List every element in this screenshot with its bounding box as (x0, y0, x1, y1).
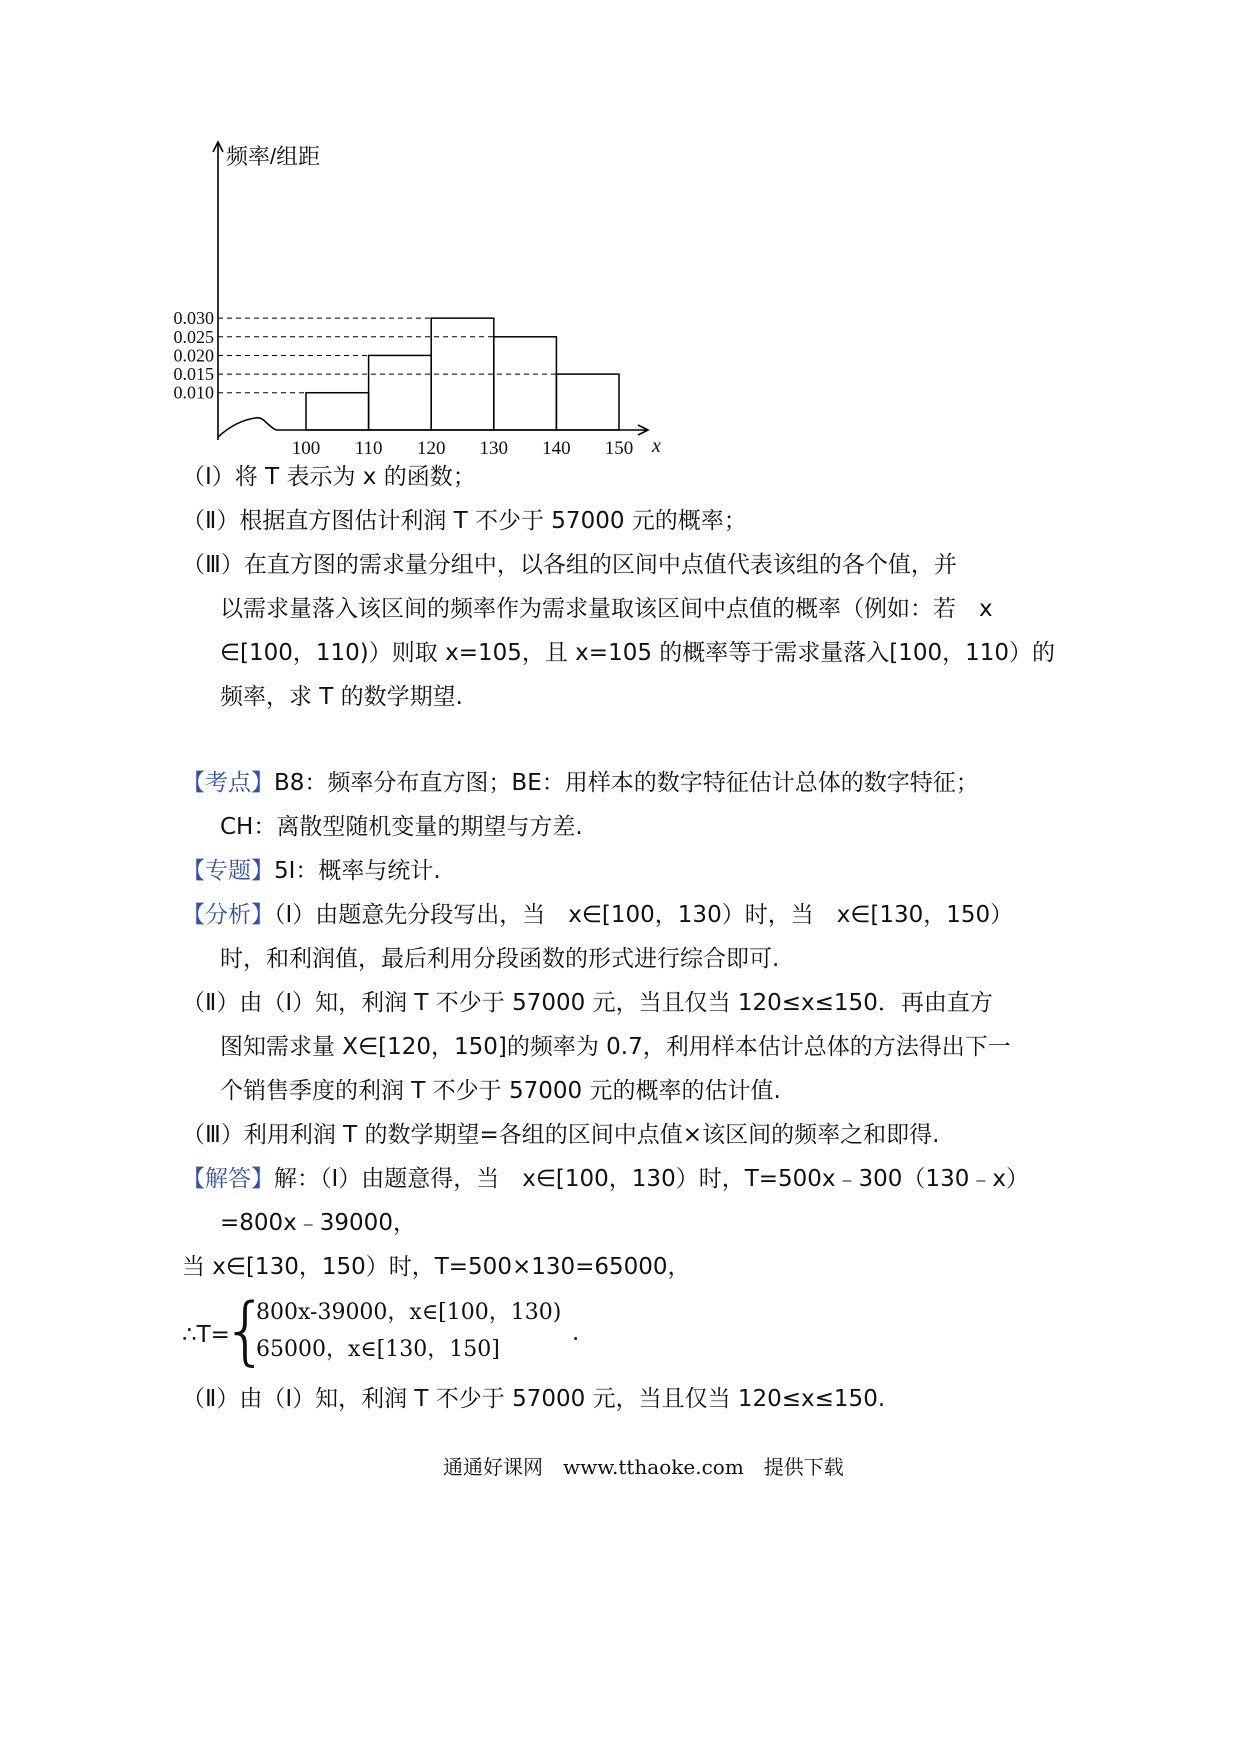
fenxi-line-3: （Ⅱ）由（Ⅰ）知，利润 T 不少于 57000 元，当且仅当 120≤x≤150．再由直方 (182, 990, 993, 1016)
kaodian-line-2: CH：离散型随机变量的期望与方差. (220, 814, 583, 840)
fenxi-text-1: （Ⅰ）由题意先分段写出，当 x∈[100，130）时，当 x∈[130，150） (274, 902, 1014, 928)
question-part-3-line-1: （Ⅲ）在直方图的需求量分组中，以各组的区间中点值代表该组的各个值，并 (182, 552, 957, 578)
fenxi-line-1 (182, 900, 1013, 930)
x-tick-label: 150 (604, 438, 634, 459)
question-part-1: （Ⅰ）将 T 表示为 x 的函数； (182, 464, 476, 490)
fenxi-line-5: 个销售季度的利润 T 不少于 57000 元的概率的估计值. (220, 1078, 781, 1104)
jieda-line-3: 当 x∈[130，150）时，T=500×130=65000， (182, 1254, 691, 1280)
kaodian-tag: 【考点】 (182, 770, 274, 796)
piecewise-case-1: 800x-39000，x∈[100，130) (256, 1300, 562, 1325)
x-tick-label: 110 (354, 438, 383, 459)
zhuanti-line (182, 856, 441, 886)
fenxi-line-2: 时，和利润值，最后利用分段函数的形式进行综合即可. (220, 946, 780, 972)
y-tick-label: 0.020 (173, 345, 214, 366)
question-part-3-line-4: 频率，求 T 的数学期望. (220, 684, 463, 710)
x-axis-label: x (652, 435, 661, 457)
jieda-line-2: =800x﹣39000， (220, 1210, 416, 1236)
kaodian-line-1 (182, 768, 979, 798)
x-tick-labels (292, 438, 634, 459)
piecewise-brace: { (222, 1288, 270, 1374)
fenxi-line-4: 图知需求量 X∈[120，150]的频率为 0.7，利用样本估计总体的方法得出下一 (220, 1034, 1011, 1060)
y-tick-label: 0.015 (173, 364, 214, 385)
question-part-2: （Ⅱ）根据直方图估计利润 T 不少于 57000 元的概率； (182, 508, 747, 534)
y-axis-label: 频率/组距 (226, 144, 321, 169)
x-tick-label: 100 (291, 438, 321, 459)
kaodian-text-1: B8：频率分布直方图；BE：用样本的数字特征估计总体的数字特征； (274, 770, 979, 796)
jieda-text-1: 解：（Ⅰ）由题意得，当 x∈[100，130）时，T=500x﹣300（130﹣x） (274, 1166, 1029, 1192)
piecewise-suffix: . (572, 1320, 580, 1346)
x-tick-label: 140 (542, 438, 571, 459)
x-tick-label: 130 (479, 438, 509, 459)
question-part-3-line-3: ∈[100，110)）则取 x=105，且 x=105 的概率等于需求量落入[100，110）的 (220, 640, 1056, 666)
axis-break-mark (218, 418, 276, 437)
histogram-bar-140-150 (556, 374, 619, 430)
jieda-tag: 【解答】 (182, 1166, 274, 1192)
y-tick-label: 0.025 (173, 326, 214, 347)
y-tick-labels (174, 308, 215, 403)
histogram-bar-100-110 (306, 393, 369, 430)
histogram-bar-130-140 (494, 337, 557, 430)
piecewise-case-2: 65000，x∈[130，150] (256, 1337, 500, 1362)
piecewise-prefix: ∴T= (182, 1322, 230, 1348)
histogram-chart (173, 144, 680, 460)
jieda-line-4: （Ⅱ）由（Ⅰ）知，利润 T 不少于 57000 元，当且仅当 120≤x≤150. (182, 1386, 886, 1412)
fenxi-line-6: （Ⅲ）利用利润 T 的数学期望=各组的区间中点值×该区间的频率之和即得. (182, 1122, 940, 1148)
x-tick-label: 120 (416, 438, 446, 459)
zhuanti-text: 5I：概率与统计. (274, 858, 441, 884)
page-footer: 通通好课网 www.tthaoke.com 提供下载 (443, 1455, 844, 1479)
fenxi-tag: 【分析】 (182, 902, 274, 928)
histogram-bar-110-120 (369, 355, 432, 430)
zhuanti-tag: 【专题】 (182, 858, 274, 884)
y-tick-label: 0.030 (173, 308, 214, 329)
jieda-line-1 (182, 1164, 1029, 1194)
y-tick-label: 0.010 (173, 382, 214, 403)
question-part-3-line-2: 以需求量落入该区间的频率作为需求量取该区间中点值的概率（例如：若 x (220, 596, 993, 622)
